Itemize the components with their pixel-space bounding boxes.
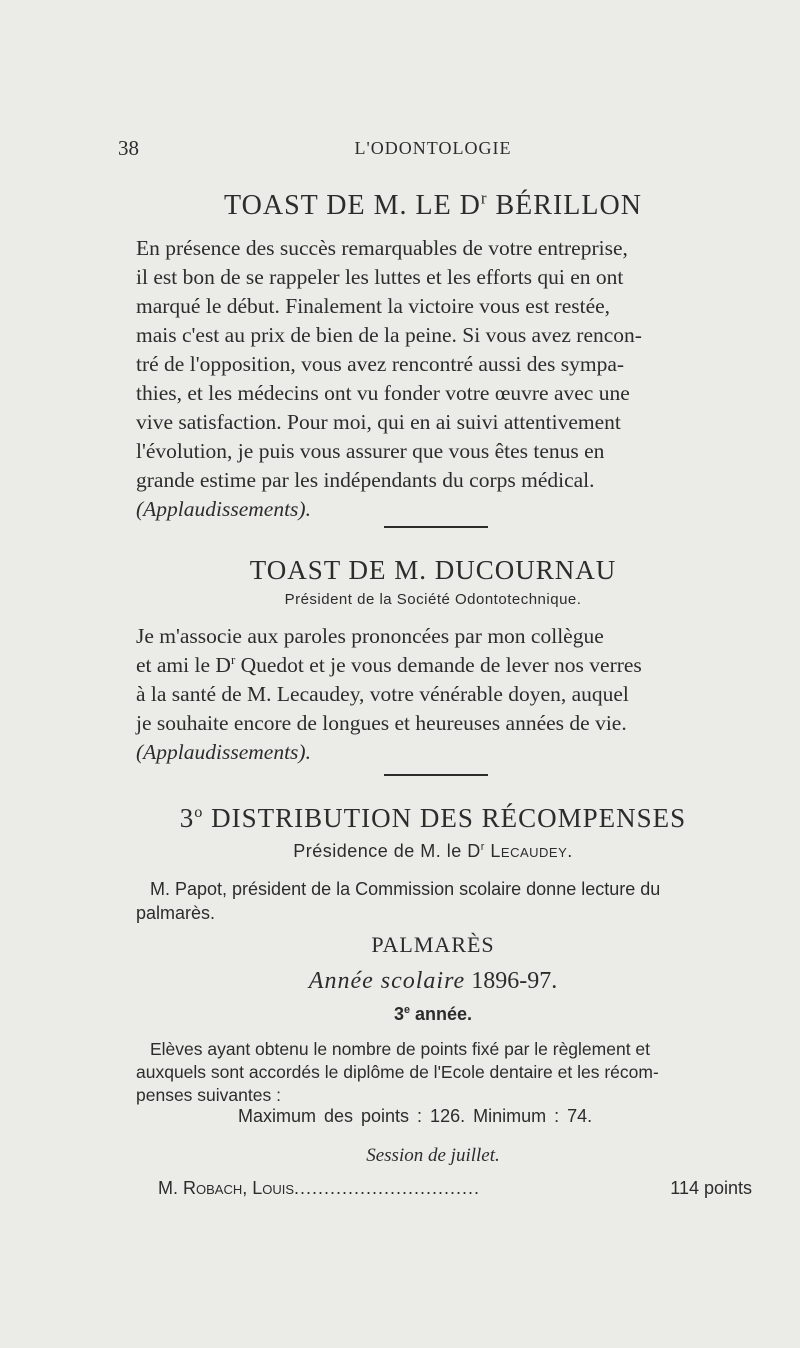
- text-line: à la santé de M. Lecaudey, votre vénérable doyen, auquel: [136, 682, 629, 706]
- text-line: grande estime par les indépendants du corps médical.: [136, 468, 595, 492]
- toast-berillon-title: TOAST DE M. LE $D^r$ BÉRILLON: [224, 188, 642, 221]
- text-line: tré de l'opposition, vous avez rencontré aussi des sympa-: [136, 352, 625, 376]
- text-line: marqué le début. Finalement la victoire vous est restée,: [136, 294, 611, 318]
- page-number: 38: [118, 136, 139, 160]
- student-points: 114 points: [670, 1178, 752, 1198]
- distribution-title: 3$^o$ DISTRIBUTION DES RÉCOMPENSES: [179, 803, 687, 833]
- text-line: il est bon de se rappeler les luttes et les efforts qui en ont: [136, 265, 624, 289]
- presidence-line: Présidence de M. le $D^r$ Lecaudey.: [293, 841, 573, 861]
- text-line: En présence des succès remarquables de votre entreprise,: [136, 236, 628, 260]
- text-line: penses suivantes :: [136, 1085, 281, 1105]
- section-divider: [384, 774, 488, 776]
- text-line: M. Papot, président de la Commission scolaire donne lecture du: [150, 879, 661, 899]
- text-line: je souhaite encore de longues et heureuses années de vie.: [136, 711, 627, 735]
- leader-dots: ...............................: [294, 1178, 481, 1198]
- applause-note: (Applaudissements).: [136, 740, 311, 764]
- text-line: vive satisfaction. Pour moi, qui en ai suivi attentivement: [136, 410, 621, 434]
- eleves-paragraph: [136, 1038, 752, 1107]
- annee-scolaire: Année scolaire 1896-97.: [308, 968, 558, 994]
- text-line: auxquels sont accordés le diplôme de l'Ecole dentaire et les récom-: [136, 1062, 659, 1082]
- page-header: [118, 136, 748, 166]
- running-head: L'ODONTOLOGIE: [354, 138, 512, 158]
- text-line: Elèves ayant obtenu le nombre de points fixé par le règlement et: [150, 1039, 651, 1059]
- points-range: Maximum des points : 126. Minimum : 74.: [238, 1106, 593, 1126]
- grade-heading: 3e année.: [393, 1004, 473, 1024]
- toast-ducournau-body: [136, 622, 752, 767]
- text-line: palmarès.: [136, 903, 216, 923]
- applause-note: (Applaudissements).: [136, 497, 311, 521]
- student-name: M. Robach, Louis: [158, 1178, 295, 1198]
- toast-ducournau-subtitle: Président de la Société Odontotechnique.: [284, 591, 582, 608]
- text-line: mais c'est au prix de bien de la peine. Si vous avez rencon-: [136, 323, 642, 347]
- section-divider: [384, 526, 488, 528]
- intro-paragraph: [136, 877, 752, 925]
- session-heading: Session de juillet.: [366, 1145, 500, 1166]
- text-line: l'évolution, je puis vous assurer que vous êtes tenus en: [136, 439, 605, 463]
- palmares-title: PALMARÈS: [371, 932, 495, 957]
- text-line: thies, et les médecins ont vu fonder votre œuvre avec une: [136, 381, 630, 405]
- toast-ducournau-title: TOAST DE M. DUCOURNAU: [249, 555, 617, 585]
- text-line: Je m'associe aux paroles prononcées par mon collègue: [136, 624, 604, 648]
- toast-berillon-body: [136, 234, 752, 524]
- student-row: [158, 1178, 752, 1199]
- text-line: et ami le $D^r$ Quedot et je vous demande de lever nos verres: [136, 652, 642, 677]
